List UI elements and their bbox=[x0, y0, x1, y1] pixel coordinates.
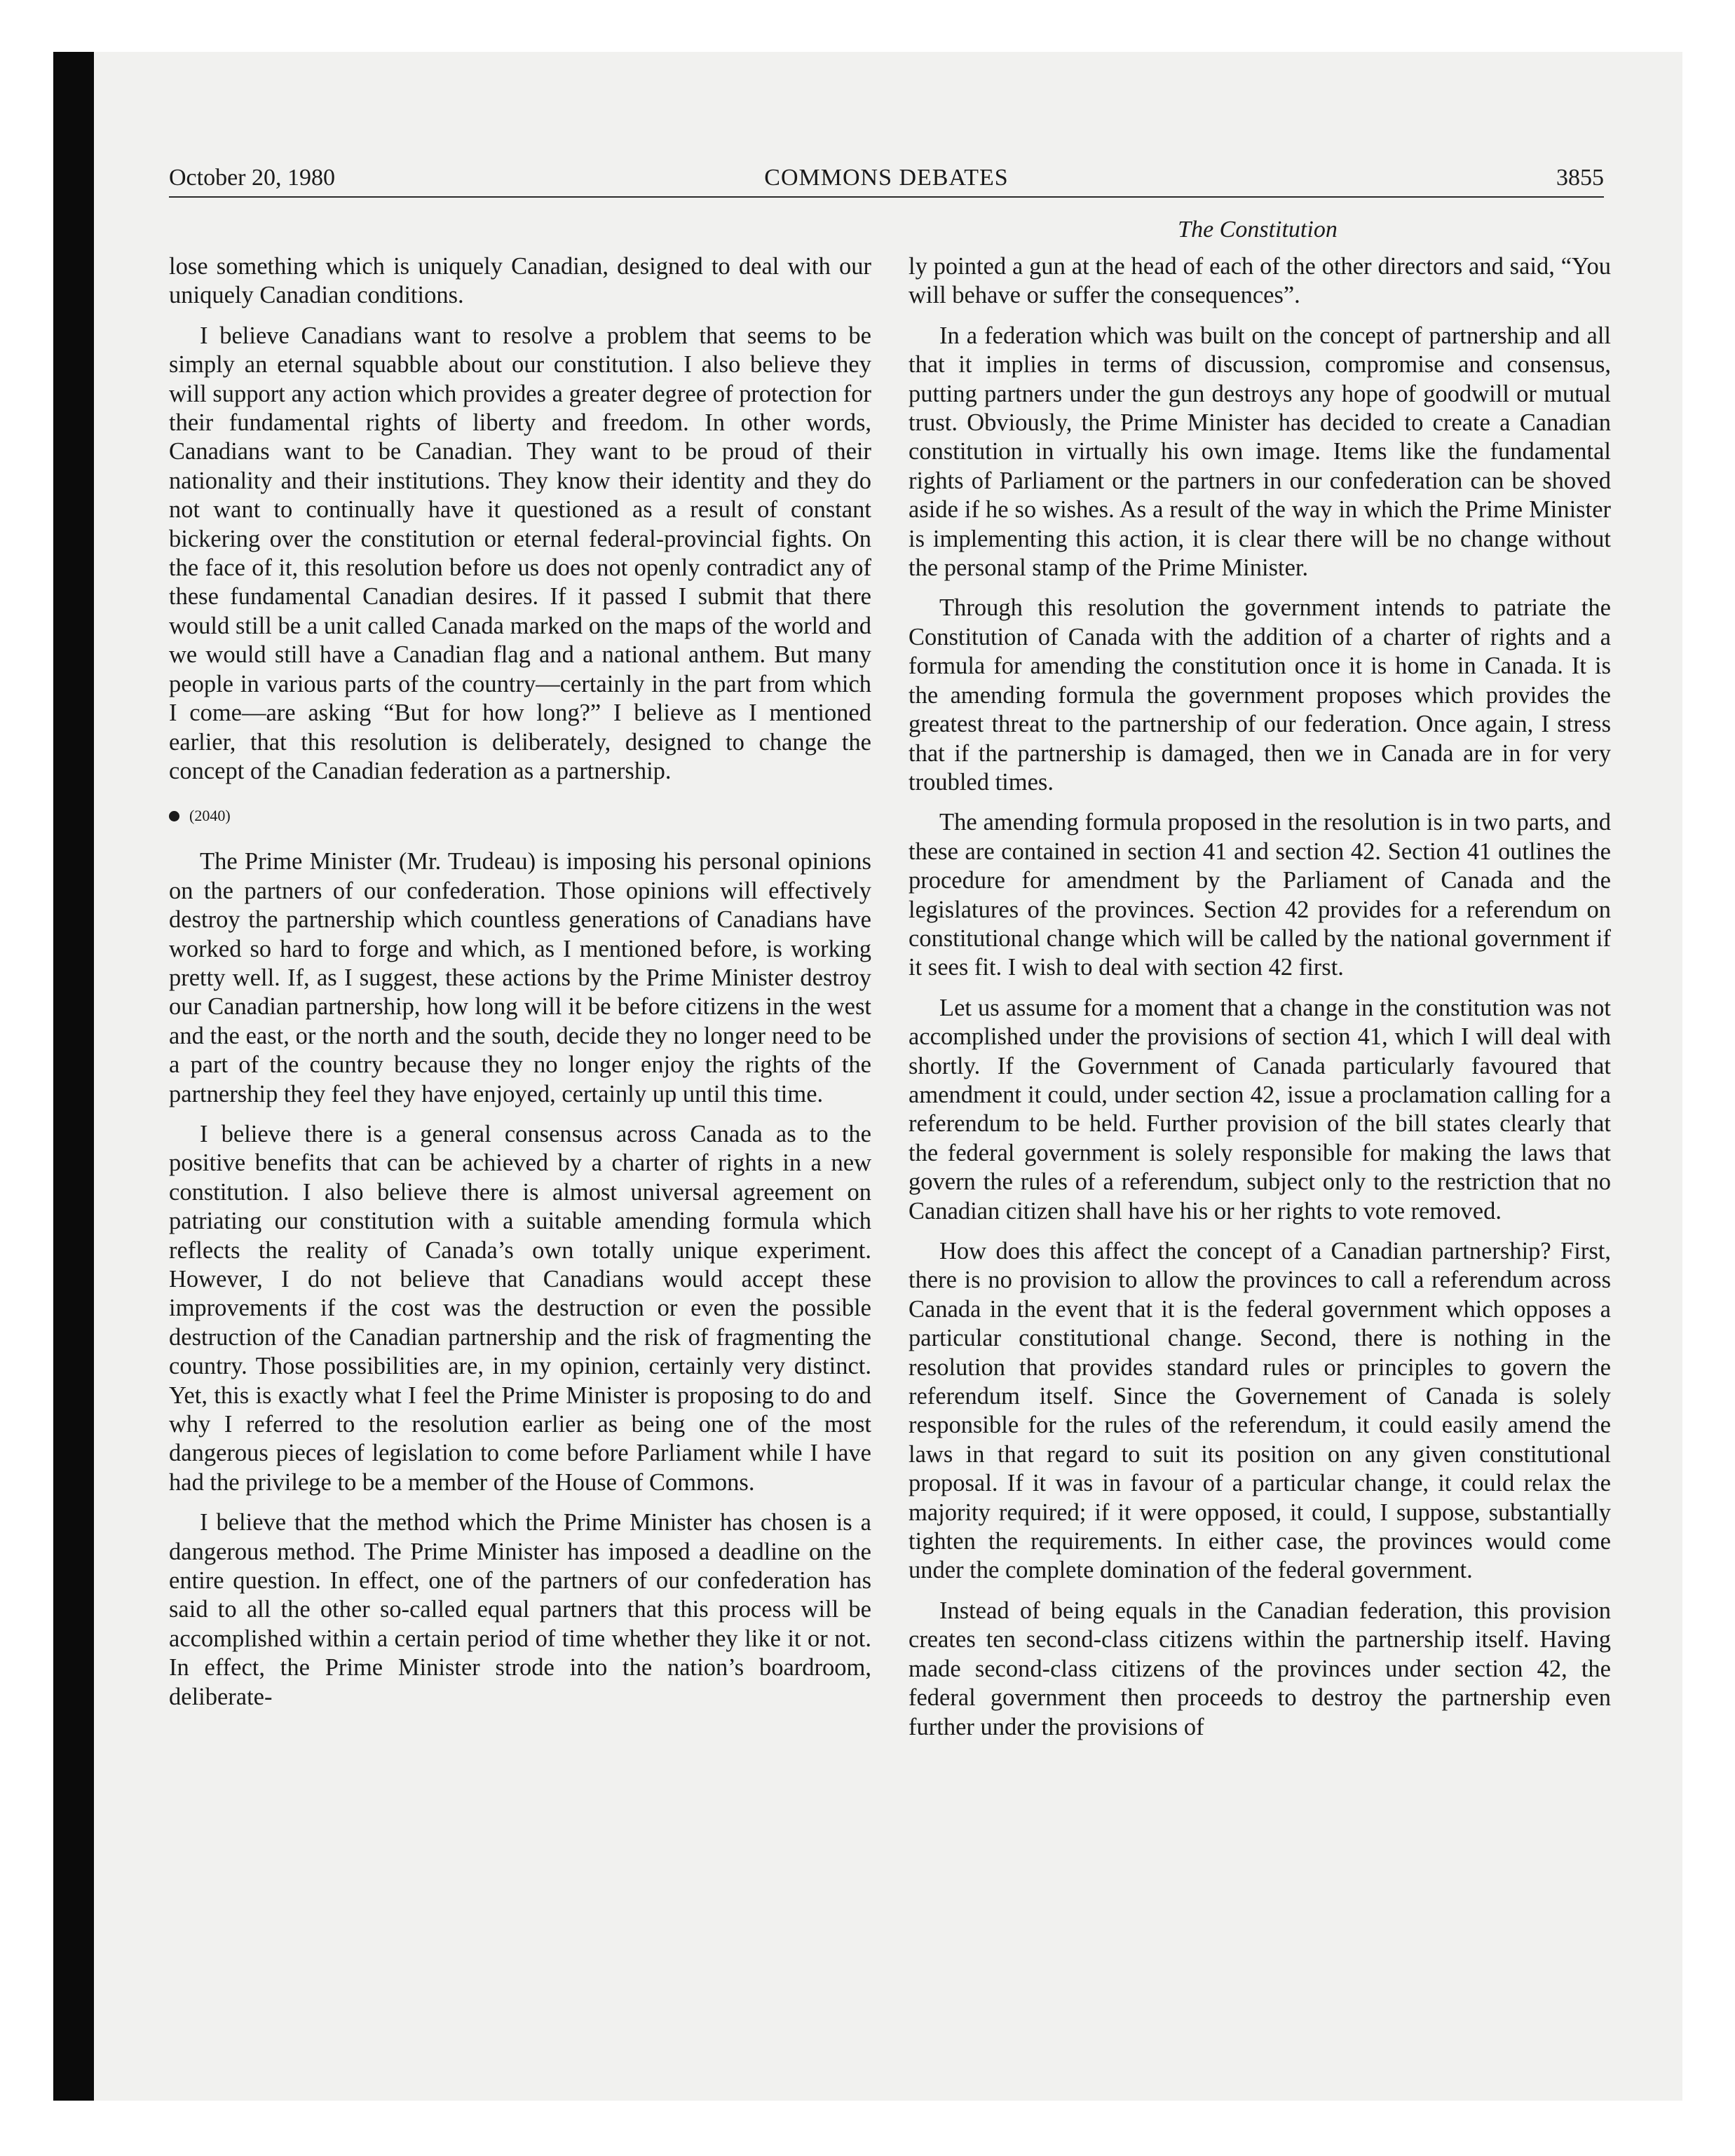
paragraph: I believe Canadians want to resolve a problem that seems to be simply an eternal squabble about our constitution. I also believe they will support any action which provides a greater degree of protection for their fundamental rights of liberty and freedom. In other words, Canadians want to be Canadian. They want to be proud of their nationality and their institutions. They know their identity and they do not want to continually have it questioned as a result of constant bickering over the constitution or eternal federal-provincial fights. On the face of it, this resolution before us does not openly contradict any of these fundamental Canadian desires. If it passed I submit that there would still be a unit called Canada marked on the maps of the world and we would still have a Canadian flag and a national anthem. But many people in various parts of the country—certainly in the part from which I come—are asking “But for how long?” I believe as I mentioned earlier, that this resolution is deliberately, designed to change the concept of the Canadian federation as a partnership. bbox=[169, 322, 871, 784]
paragraph: Instead of being equals in the Canadian federation, this provision creates ten second-class citizens within the partnership itself. Having made second-class citizens of the provinces under section 42, the federal government then proceeds to destroy the partnership even further under the provisions of bbox=[909, 1597, 1611, 1740]
bullet-icon bbox=[169, 811, 179, 821]
paragraph: I believe there is a general consensus across Canada as to the positive benefits that can be achieved by a charter of rights in a new constitution. I also believe there is almost universal agreement on patriating our constitution with a suitable amending formula which reflects the reality of Canada’s own totally unique experiment. However, I do not believe that Canadians would accept these improvements if the cost was the destruction or even the possible destruction of the Canadian partnership and the risk of fragmenting the country. Those possibilities are, in my opinion, certainly very distinct. Yet, this is exactly what I feel the Prime Minister is proposing to do and why I referred to the resolution earlier as being one of the most dangerous pieces of legislation to come before Parliament while I have had the privilege to be a member of the House of Commons. bbox=[169, 1120, 871, 1496]
paragraph: Let us assume for a moment that a change in the constitution was not accomplished under the provisions of section 41, which I will deal with shortly. If the Government of Canada particularly favoured that amendment it could, under section 42, issue a proclamation calling for a referendum to be held. Further provision of the bill states clearly that the federal government is solely responsible for making the laws that govern the rules of a referendum, subject only to the restriction that no Canadian citizen shall have his or her rights to vote removed. bbox=[909, 994, 1611, 1224]
paragraph: I believe that the method which the Prime Minister has chosen is a dangerous method. The Prime Minister has imposed a deadline on the entire question. In effect, one of the partners of our confederation has said to all the other so-called equal partners that this process will be accomplished within a certain period of time whether they like it or not. In effect, the Prime Minister strode into the nation’s boardroom, deliberate- bbox=[169, 1509, 871, 1710]
paragraph: How does this affect the concept of a Canadian partnership? First, there is no provision to allow the provinces to call a referendum across Canada in the event that it is the federal government which opposes a particular constitutional change. Second, there is nothing in the resolution that provides standard rules or principles to govern the referendum itself. Since the Governement of Canada is solely responsible for the rules of the referendum, it could easily amend the laws in that regard to suit its position on any given constitutional proposal. If it was in favour of a particular change, it could relax the majority required; if it were opposed, it could, I suppose, substantially tighten the requirements. In either case, the provinces would come under the complete domination of the federal government. bbox=[909, 1238, 1611, 1584]
header-publication: COMMONS DEBATES bbox=[764, 165, 1009, 191]
paragraph: ly pointed a gun at the head of each of the other directors and said, “You will behave or suffer the consequences”. bbox=[909, 253, 1611, 309]
paragraph: Through this resolution the government intends to patriate the Constitution of Canada with the addition of a charter of rights and a formula for amending the constitution once it is home in Canada. It is the amending formula the government proposes which provides the greatest threat to the partnership of our federation. Once again, I stress that if the partnership is damaged, then we in Canada are in for very troubled times. bbox=[909, 594, 1611, 796]
binding-edge-shadow bbox=[53, 52, 94, 2101]
paragraph: The Prime Minister (Mr. Trudeau) is imposing his personal opinions on the partners of our confederation. Those opinions will effectively destroy the partnership which countless generations of Canadians have worked so hard to forge and which, as I mentioned before, is working pretty well. If, as I suggest, these actions by the Prime Minister destroy our Canadian partnership, how long will it be before citizens in the west and the east, or the north and the south, decide they no longer need to be a part of the country because they no longer enjoy the rights of the partnership they feel they have enjoyed, certainly up until this time. bbox=[169, 848, 871, 1107]
paragraph: In a federation which was built on the concept of partnership and all that it implies in terms of discussion, compromise and consensus, putting partners under the gun destroys any hope of goodwill or mutual trust. Obviously, the Prime Minister has decided to create a Canadian constitution in virtually his own image. Items like the fundamental rights of Parliament or the partners in our confederation can be shoved aside if he so wishes. As a result of the way in which the Prime Minister is implementing this action, it is clear there will be no change without the personal stamp of the Prime Minister. bbox=[909, 322, 1611, 582]
time-marker-label: (2040) bbox=[189, 807, 231, 825]
header-rule bbox=[169, 196, 1604, 198]
running-head bbox=[169, 163, 1604, 193]
left-column bbox=[169, 252, 871, 1723]
paragraph: lose something which is uniquely Canadian, designed to deal with our uniquely Canadian conditions. bbox=[169, 253, 871, 309]
time-marker bbox=[169, 805, 871, 826]
right-column bbox=[909, 252, 1611, 1753]
paragraph: The amending formula proposed in the resolution is in two parts, and these are contained in section 41 and section 42. Section 41 outlines the procedure for amendment by the Parliament of Canada and the legislatures of the provinces. Section 42 provides for a referendum on constitutional change which will be called by the national government if it sees fit. I wish to deal with section 42 first. bbox=[909, 809, 1611, 981]
header-date: October 20, 1980 bbox=[169, 165, 336, 191]
header-page-number: 3855 bbox=[1556, 165, 1604, 191]
section-title: The Constitution bbox=[1178, 217, 1338, 243]
